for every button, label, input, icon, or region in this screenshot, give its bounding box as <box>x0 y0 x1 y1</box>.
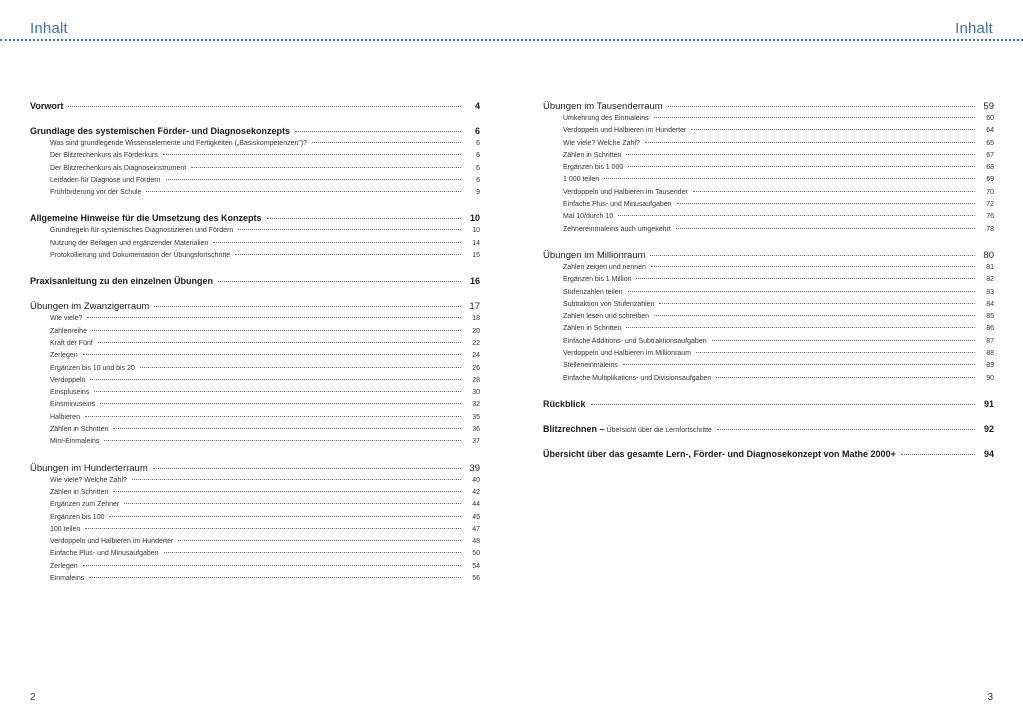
toc-section <box>30 126 480 201</box>
dot-leader <box>618 215 975 216</box>
dot-leader <box>83 354 461 355</box>
dot-leader <box>636 278 975 279</box>
toc-entry-title: Verdoppeln und Halbieren im Tausender <box>563 188 688 196</box>
toc-page-number: 6 <box>476 164 480 172</box>
page-number-left: 2 <box>30 692 36 703</box>
dot-leader <box>83 565 461 566</box>
toc-entry <box>543 338 994 350</box>
dot-leader <box>146 191 461 192</box>
toc-page-number: 91 <box>983 398 994 409</box>
header-dotted-rule <box>0 39 1023 41</box>
dot-leader <box>626 327 975 328</box>
toc-page-number: 15 <box>472 252 480 260</box>
toc-entry-subtitle: Übersicht über die Lernfortschritte <box>606 426 712 434</box>
dot-leader <box>104 440 461 441</box>
dot-leader <box>267 218 461 219</box>
toc-page-number: 64 <box>986 127 994 135</box>
toc-page-number: 14 <box>472 239 480 247</box>
toc-section-heading <box>30 463 480 476</box>
toc-entry <box>30 563 480 575</box>
dot-leader <box>100 403 461 404</box>
toc-page-number: 40 <box>472 476 480 484</box>
dot-leader <box>312 142 461 143</box>
toc-entry-title: Nutzung der Beilagen und ergänzender Materialien <box>50 239 209 247</box>
dot-leader <box>213 242 461 243</box>
toc-section <box>30 463 480 588</box>
toc-page-number: 10 <box>472 227 480 235</box>
toc-page-number: 24 <box>472 352 480 360</box>
dot-leader <box>654 117 975 118</box>
header-title-left: Inhalt <box>30 20 68 37</box>
toc-entry-title: Allgemeine Hinweise für die Umsetzung des Konzepts <box>30 213 262 224</box>
dot-leader <box>163 154 461 155</box>
toc-entry <box>30 514 480 526</box>
toc-page-number: 82 <box>986 276 994 284</box>
toc-entry-title: 100 teilen <box>50 525 81 533</box>
toc-entry-title: Stufenzahlen teilen <box>563 288 623 296</box>
toc-entry-title: Einfache Multiplikations- und Divisionsaufgaben <box>563 374 712 382</box>
dot-leader <box>604 178 975 179</box>
toc-entry-title: Subtraktion von Stufenzahlen <box>563 300 655 308</box>
toc-page-number: 59 <box>983 101 994 112</box>
toc-entry-title: Einspluseins <box>50 389 90 397</box>
toc-entry-title: Der Blitzrechenkurs als Förderkurs <box>50 152 158 160</box>
toc-page-number: 26 <box>472 364 480 372</box>
dot-leader <box>668 106 975 107</box>
dot-leader <box>691 129 975 130</box>
toc-entry-title: Mini-Einmaleins <box>50 438 100 446</box>
toc-section <box>543 399 994 412</box>
toc-entry-title: Zählen in Schritten <box>50 488 109 496</box>
toc-entry-title: Wie viele? Welche Zahl? <box>50 476 127 484</box>
dot-leader <box>85 416 461 417</box>
dot-leader <box>676 228 975 229</box>
dot-leader <box>591 404 975 405</box>
toc-page-number: 88 <box>986 350 994 358</box>
dot-leader <box>153 468 461 469</box>
toc-entry-title: 1 000 teilen <box>563 176 600 184</box>
toc-page-number: 72 <box>986 201 994 209</box>
toc-entry-title: Verdoppeln und Halbieren im Hunderter <box>50 538 174 546</box>
toc-entry-title: Ergänzen bis 10 und bis 20 <box>50 364 135 372</box>
toc-page-number: 83 <box>986 288 994 296</box>
toc-entry-title: Zählen in Schritten <box>563 325 622 333</box>
dot-leader <box>164 552 461 553</box>
dot-leader <box>238 229 461 230</box>
toc-entry-title: Was sind grundlegende Wissenselemente und Fertigkeiten („Basiskompetenzen")? <box>50 140 308 147</box>
toc-page-number: 6 <box>476 140 480 147</box>
toc-page-number: 9 <box>476 189 480 197</box>
toc-entry <box>30 252 480 264</box>
toc-entry <box>543 362 994 374</box>
toc-page-number: 32 <box>472 401 480 409</box>
dot-leader <box>626 154 975 155</box>
toc-entry-title: Zerlegen <box>50 562 78 570</box>
toc-entry-title: Einmaleins <box>50 575 85 583</box>
toc-section-heading <box>30 126 480 139</box>
toc-entry-title: Übersicht über das gesamte Lern-, Förder- und Diagnosekonzept von Mathe 2000+ <box>543 448 896 459</box>
dot-leader <box>124 503 461 504</box>
toc-page-number: 4 <box>474 101 480 111</box>
dot-leader <box>87 317 461 318</box>
toc-page-number: 17 <box>469 301 480 313</box>
dot-leader <box>650 255 975 256</box>
toc-entry <box>30 352 480 364</box>
toc-entry-title: Wie viele? <box>50 315 83 323</box>
toc-entry <box>543 350 994 362</box>
toc-entry <box>30 501 480 513</box>
toc-page-number: 86 <box>986 325 994 333</box>
toc-entry-title: Zehnereinmaleins auch umgekehrt <box>563 225 671 233</box>
header-title-right: Inhalt <box>955 20 993 37</box>
toc-page-number: 50 <box>472 550 480 558</box>
toc-entry <box>543 375 994 387</box>
toc-page-number: 80 <box>983 249 994 261</box>
toc-page-number: 78 <box>986 225 994 233</box>
toc-entry <box>30 401 480 413</box>
dot-leader <box>628 291 975 292</box>
toc-section-heading <box>543 424 994 437</box>
toc-entry-title: Kraft der Fünf <box>50 339 93 347</box>
toc-entry <box>30 477 480 489</box>
toc-entry <box>30 414 480 426</box>
toc-entry-title: Zählen in Schritten <box>50 426 109 434</box>
toc-page-number: 20 <box>472 327 480 335</box>
dot-leader <box>166 179 461 180</box>
toc-entry <box>543 176 994 188</box>
toc-entry <box>543 127 994 139</box>
dot-leader <box>178 540 461 541</box>
dot-leader <box>628 166 975 167</box>
dot-leader <box>654 315 975 316</box>
toc-page-number: 47 <box>472 525 480 533</box>
toc-entry <box>30 240 480 252</box>
toc-entry-title: Übungen im Tausenderraum <box>543 101 663 112</box>
toc-entry-title: Ergänzen zum Zehner <box>50 501 120 509</box>
toc-entry-title: Vorwort <box>30 101 64 111</box>
dot-leader <box>68 106 461 107</box>
toc-entry-title: Rückblick <box>543 398 586 409</box>
toc-section <box>543 250 994 387</box>
dot-leader <box>218 281 461 282</box>
toc-page-number: 6 <box>476 176 480 184</box>
dot-leader <box>235 254 461 255</box>
toc-section-heading <box>30 213 480 226</box>
toc-entry <box>30 165 480 177</box>
toc-page-number: 67 <box>986 151 994 159</box>
toc-section-heading <box>543 449 994 462</box>
toc-entry <box>30 438 480 450</box>
toc-entry-title: Praxisanleitung zu den einzelnen Übungen <box>30 276 214 287</box>
toc-entry-title: Leitfaden für Diagnose und Fördern <box>50 176 161 184</box>
toc-entry-title: Einfache Plus- und Minusaufgaben <box>563 201 672 209</box>
dot-leader <box>90 379 461 380</box>
toc-entry-title: Übungen im Zwanzigerraum <box>30 301 150 313</box>
dot-leader <box>659 303 975 304</box>
toc-section-heading <box>30 301 480 314</box>
toc-entry <box>30 365 480 377</box>
toc-column-left <box>30 101 480 587</box>
toc-entry-title: Übungen im Millionraum <box>543 249 646 261</box>
dot-leader <box>645 142 975 143</box>
toc-page-number: 36 <box>472 426 480 434</box>
toc-entry-title: Der Blitzrechenkurs als Diagnoseinstrument <box>50 164 187 172</box>
toc-entry <box>30 526 480 538</box>
dot-leader <box>89 577 461 578</box>
toc-section-heading <box>543 250 994 263</box>
dot-leader <box>712 340 975 341</box>
dot-leader <box>92 330 461 331</box>
toc-page-number: 56 <box>472 575 480 583</box>
toc-section-heading <box>30 101 480 114</box>
toc-section <box>30 101 480 114</box>
toc-page-number: 92 <box>983 423 994 434</box>
toc-page-number: 94 <box>983 448 994 459</box>
dot-leader <box>98 342 461 343</box>
toc-page-number: 65 <box>986 139 994 147</box>
toc-entry <box>543 164 994 176</box>
toc-entry <box>30 538 480 550</box>
toc-entry <box>543 213 994 225</box>
toc-page-number: 6 <box>476 152 480 160</box>
dot-leader <box>901 454 975 455</box>
toc-page-number: 37 <box>472 438 480 446</box>
toc-entry <box>30 377 480 389</box>
toc-entry <box>30 550 480 562</box>
toc-page-number: 10 <box>469 213 480 224</box>
toc-entry <box>543 276 994 288</box>
dot-leader <box>677 203 975 204</box>
toc-entry <box>543 152 994 164</box>
toc-page-number: 39 <box>469 462 480 474</box>
toc-entry <box>30 177 480 189</box>
toc-section-heading <box>543 399 994 412</box>
toc-page-number: 44 <box>472 501 480 509</box>
toc-entry-title: Halbieren <box>50 413 80 421</box>
toc-entry-title: Zahlen lesen und schreiben <box>563 313 650 321</box>
toc-entry-title: Verdoppeln und Halbieren im Millionraum <box>563 350 692 358</box>
toc-page-number: 87 <box>986 337 994 345</box>
toc-page-number: 16 <box>469 276 480 287</box>
toc-entry-title: Stelleneinmaleins <box>563 362 618 370</box>
dot-leader <box>113 428 461 429</box>
toc-entry <box>543 201 994 213</box>
toc-entry-title: Einsminuseins <box>50 401 96 409</box>
dot-leader <box>191 167 461 168</box>
toc-page-number: 28 <box>472 376 480 384</box>
toc-entry-title: Blitzrechnen – <box>543 423 605 434</box>
toc-page-number: 85 <box>986 313 994 321</box>
toc-section <box>543 101 994 238</box>
toc-page-number: 42 <box>472 488 480 496</box>
toc-entry-title: Übungen im Hunderterraum <box>30 462 148 474</box>
toc-entry-title: Grundlage des systemischen Förder- und Diagnosekonzepts <box>30 126 291 136</box>
toc-entry-title: Zählen in Schritten <box>563 151 622 159</box>
dot-leader <box>94 391 461 392</box>
toc-page-number: 81 <box>986 263 994 271</box>
toc-entry-title: Umkehrung des Einmaleins <box>563 115 649 122</box>
toc-page-number: 76 <box>986 213 994 221</box>
toc-entry-title: Grundregeln für systemisches Diagnostizieren und Fördern <box>50 227 234 235</box>
toc-entry <box>543 301 994 313</box>
toc-entry-title: Mal 10/durch 10 <box>563 213 614 221</box>
toc-entry <box>30 389 480 401</box>
toc-entry-title: Ergänzen bis 100 <box>50 513 105 521</box>
toc-page-number: 18 <box>472 315 480 323</box>
toc-entry <box>30 227 480 239</box>
toc-entry <box>543 115 994 127</box>
dot-leader <box>132 479 461 480</box>
dot-leader <box>693 191 975 192</box>
toc-section <box>30 301 480 450</box>
toc-page-number: 68 <box>986 164 994 172</box>
toc-page-number: 69 <box>986 176 994 184</box>
toc-section-heading <box>543 101 994 114</box>
dot-leader <box>716 377 975 378</box>
dot-leader <box>651 266 975 267</box>
toc-entry-title: Einfache Plus- und Minusaufgaben <box>50 550 159 558</box>
toc-entry <box>543 313 994 325</box>
toc-page-number: 89 <box>986 362 994 370</box>
toc-page-number: 48 <box>472 538 480 546</box>
toc-section <box>30 276 480 289</box>
dot-leader <box>154 306 461 307</box>
dot-leader <box>85 528 461 529</box>
toc-entry-title: Zerlegen <box>50 352 78 360</box>
toc-entry <box>543 189 994 201</box>
toc-entry-title: Ergänzen bis 1 000 <box>563 164 624 172</box>
toc-entry-title: Ergänzen bis 1 Million <box>563 276 632 284</box>
toc-entry-title: Zahlen zeigen und nennen <box>563 263 646 271</box>
toc-section-heading <box>30 276 480 289</box>
toc-entry <box>30 340 480 352</box>
toc-column-right <box>543 101 994 462</box>
toc-page-number: 35 <box>472 413 480 421</box>
toc-page-number: 22 <box>472 339 480 347</box>
toc-entry-title: Wie viele? Welche Zahl? <box>563 139 640 147</box>
toc-page-number: 70 <box>986 188 994 196</box>
toc-entry <box>30 140 480 152</box>
toc-page-number: 6 <box>474 126 480 136</box>
dot-leader <box>140 367 461 368</box>
dot-leader <box>696 352 975 353</box>
toc-page-number: 90 <box>986 374 994 382</box>
toc-entry-title: Zahlenreihe <box>50 327 87 335</box>
toc-entry-title: Protokollierung und Dokumentation der Übungsfortschritte <box>50 252 231 260</box>
toc-entry <box>543 264 994 276</box>
toc-entry-title: Frühförderung vor der Schule <box>50 189 142 197</box>
toc-entry <box>30 575 480 587</box>
toc-entry <box>30 489 480 501</box>
toc-entry-title: Verdoppeln <box>50 376 86 384</box>
toc-entry-title: Verdoppeln und Halbieren im Hunderter <box>563 127 687 135</box>
dot-leader <box>109 516 461 517</box>
dot-leader <box>295 131 461 132</box>
dot-leader <box>113 491 461 492</box>
toc-entry <box>543 140 994 152</box>
dot-leader <box>717 429 975 430</box>
toc-entry-title: Einfache Additions- und Subtraktionsaufgaben <box>563 337 707 345</box>
toc-page-number: 45 <box>472 513 480 521</box>
toc-entry <box>543 325 994 337</box>
toc-section <box>543 449 994 462</box>
toc-entry <box>30 315 480 327</box>
toc-page-number: 30 <box>472 389 480 397</box>
toc-entry <box>543 226 994 238</box>
toc-section <box>543 424 994 437</box>
toc-entry <box>30 189 480 201</box>
toc-page-number: 60 <box>986 115 994 122</box>
toc-entry <box>30 426 480 438</box>
dot-leader <box>623 364 975 365</box>
toc-section <box>30 213 480 264</box>
toc-entry <box>30 328 480 340</box>
toc-page-number: 84 <box>986 300 994 308</box>
page-number-right: 3 <box>987 692 993 703</box>
toc-entry <box>30 152 480 164</box>
toc-page-number: 54 <box>472 562 480 570</box>
toc-entry <box>543 289 994 301</box>
